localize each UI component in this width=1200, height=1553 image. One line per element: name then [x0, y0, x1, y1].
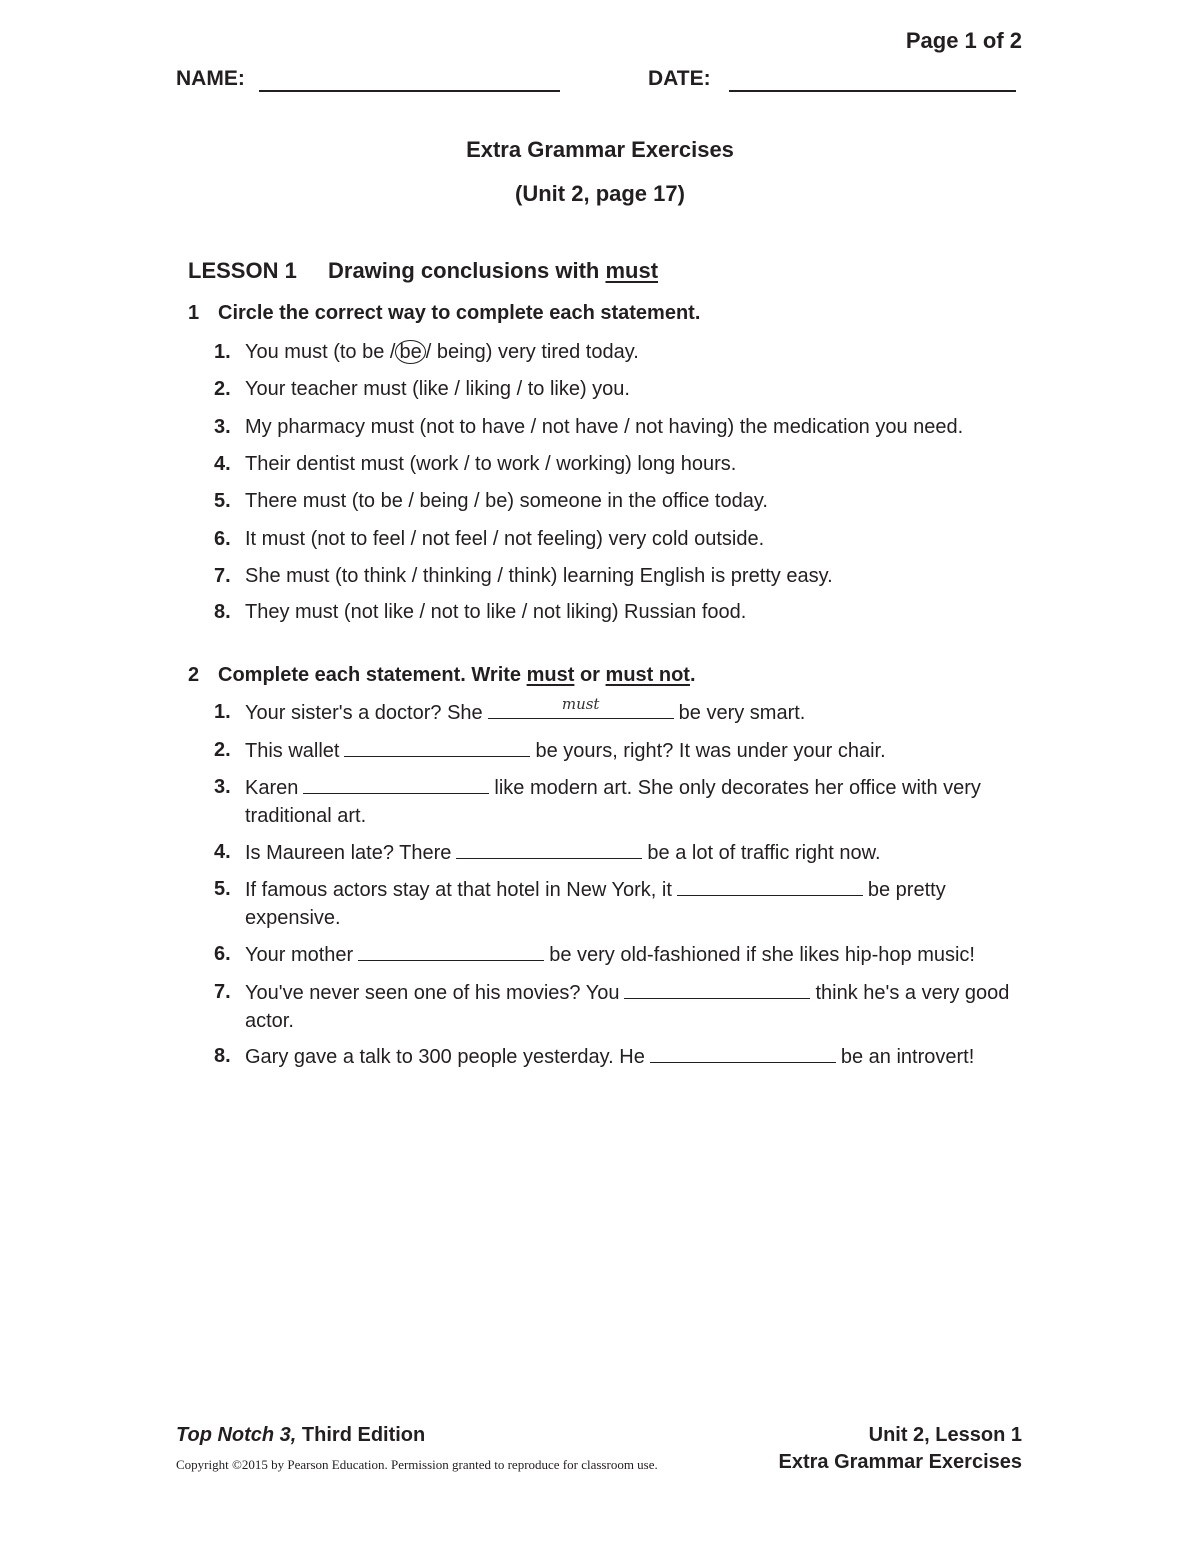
handwritten-answer: must — [561, 695, 600, 713]
item-text — [245, 736, 1035, 765]
name-label: NAME: — [176, 67, 245, 90]
item-text — [245, 1042, 1035, 1071]
answer-blank[interactable] — [303, 773, 489, 794]
item-text — [245, 338, 1035, 366]
exercise-number: 1 — [188, 302, 200, 324]
item-text — [245, 875, 1035, 932]
answer-blank[interactable] — [650, 1042, 836, 1063]
circled-answer: be — [395, 340, 425, 364]
item-text-part: be an introvert! — [840, 1046, 975, 1068]
item-text-part: You've never seen one of his movies? You — [245, 982, 620, 1004]
answer-blank[interactable] — [677, 875, 863, 896]
footer-section: Extra Grammar Exercises — [778, 1451, 1022, 1473]
item-text[interactable]: They must (not like / not to like / not liking) Russian food. — [245, 601, 747, 623]
item-text-part: You must (to be / — [245, 341, 396, 363]
item-text — [245, 838, 1035, 867]
page-title: Extra Grammar Exercises — [466, 137, 734, 162]
answer-blank[interactable] — [344, 736, 530, 757]
item-text-part: be pretty expensive. — [245, 879, 946, 929]
instruction-keyword: must — [526, 664, 575, 686]
item-text-part: Your mother — [245, 944, 354, 966]
exercise-number: 2 — [188, 664, 200, 686]
item-number: 2. — [214, 378, 231, 400]
item-text-part: If famous actors stay at that hotel in New York, it — [245, 879, 672, 901]
footer-book-title — [176, 1424, 425, 1447]
footer-unit-lesson: Unit 2, Lesson 1 — [868, 1424, 1022, 1446]
date-field[interactable] — [729, 90, 1016, 92]
item-text-part: Gary gave a talk to 300 people yesterday. He — [245, 1046, 645, 1068]
book-edition: Third Edition — [296, 1424, 426, 1446]
lesson-number: LESSON 1 — [188, 258, 297, 283]
item-text-part: like modern art. She only decorates her office with very traditional art. — [245, 777, 981, 827]
exercise-1-instruction — [188, 302, 700, 325]
exercise-2-instruction — [188, 664, 696, 687]
copyright-notice: Copyright ©2015 by Pearson Education. Permission granted to reproduce for classroom use. — [176, 1457, 658, 1472]
instruction-text: or — [574, 664, 606, 686]
item-number: 4. — [214, 453, 231, 475]
lesson-heading — [188, 258, 658, 284]
item-number: 5. — [214, 490, 231, 512]
item-text[interactable]: Your teacher must (like / liking / to like) you. — [245, 378, 630, 400]
item-number: 6. — [214, 943, 231, 965]
answer-blank[interactable] — [488, 695, 674, 719]
instruction-text: . — [689, 664, 696, 686]
item-text-part: Karen — [245, 777, 299, 799]
item-number: 6. — [214, 528, 231, 550]
item-number: 8. — [214, 1045, 231, 1067]
item-number: 3. — [214, 776, 231, 798]
answer-blank[interactable] — [624, 978, 810, 999]
item-text[interactable]: My pharmacy must (not to have / not have / not having) the medication you need. — [245, 416, 964, 438]
page-number: Page 1 of 2 — [905, 28, 1022, 53]
lesson-title-keyword: must — [605, 258, 659, 283]
item-number: 2. — [214, 739, 231, 761]
item-number: 7. — [214, 565, 231, 587]
item-text[interactable]: Their dentist must (work / to work / working) long hours. — [245, 453, 737, 475]
item-number: 7. — [214, 981, 231, 1003]
instruction-text: Complete each statement. Write — [218, 664, 527, 686]
instruction-text: Circle the correct way to complete each statement. — [218, 302, 701, 324]
instruction-keyword: must not — [605, 664, 690, 686]
item-text-part: Is Maureen late? There — [245, 842, 452, 864]
date-label: DATE: — [648, 67, 711, 90]
item-text[interactable]: There must (to be / being / be) someone in the office today. — [245, 490, 768, 512]
item-text-part: / being) very tired today. — [425, 341, 639, 363]
lesson-title-prefix: Drawing conclusions with — [328, 258, 606, 283]
item-text — [245, 773, 1035, 830]
item-number: 1. — [214, 701, 231, 723]
item-text-part: be yours, right? It was under your chair. — [535, 740, 886, 762]
item-text-part: be very smart. — [678, 702, 806, 724]
item-text-part: think he's a very good actor. — [245, 982, 1010, 1032]
item-text — [245, 695, 1035, 727]
item-text — [245, 940, 1035, 969]
page-subtitle: (Unit 2, page 17) — [515, 181, 685, 206]
item-number: 8. — [214, 601, 231, 623]
item-number: 4. — [214, 841, 231, 863]
name-field[interactable] — [259, 90, 560, 92]
answer-blank[interactable] — [358, 940, 544, 961]
book-title: Top Notch 3, — [176, 1424, 297, 1446]
item-text[interactable]: She must (to think / thinking / think) learning English is pretty easy. — [245, 565, 833, 587]
item-text-part: be very old-fashioned if she likes hip-hop music! — [549, 944, 975, 966]
item-number: 1. — [214, 341, 231, 363]
item-number: 5. — [214, 878, 231, 900]
item-text-part: be a lot of traffic right now. — [647, 842, 881, 864]
answer-blank[interactable] — [456, 838, 642, 859]
item-text-part: Your sister's a doctor? She — [245, 702, 483, 724]
item-text[interactable]: It must (not to feel / not feel / not feeling) very cold outside. — [245, 528, 765, 550]
item-text-part: This wallet — [245, 740, 340, 762]
item-text — [245, 978, 1035, 1035]
item-number: 3. — [214, 416, 231, 438]
